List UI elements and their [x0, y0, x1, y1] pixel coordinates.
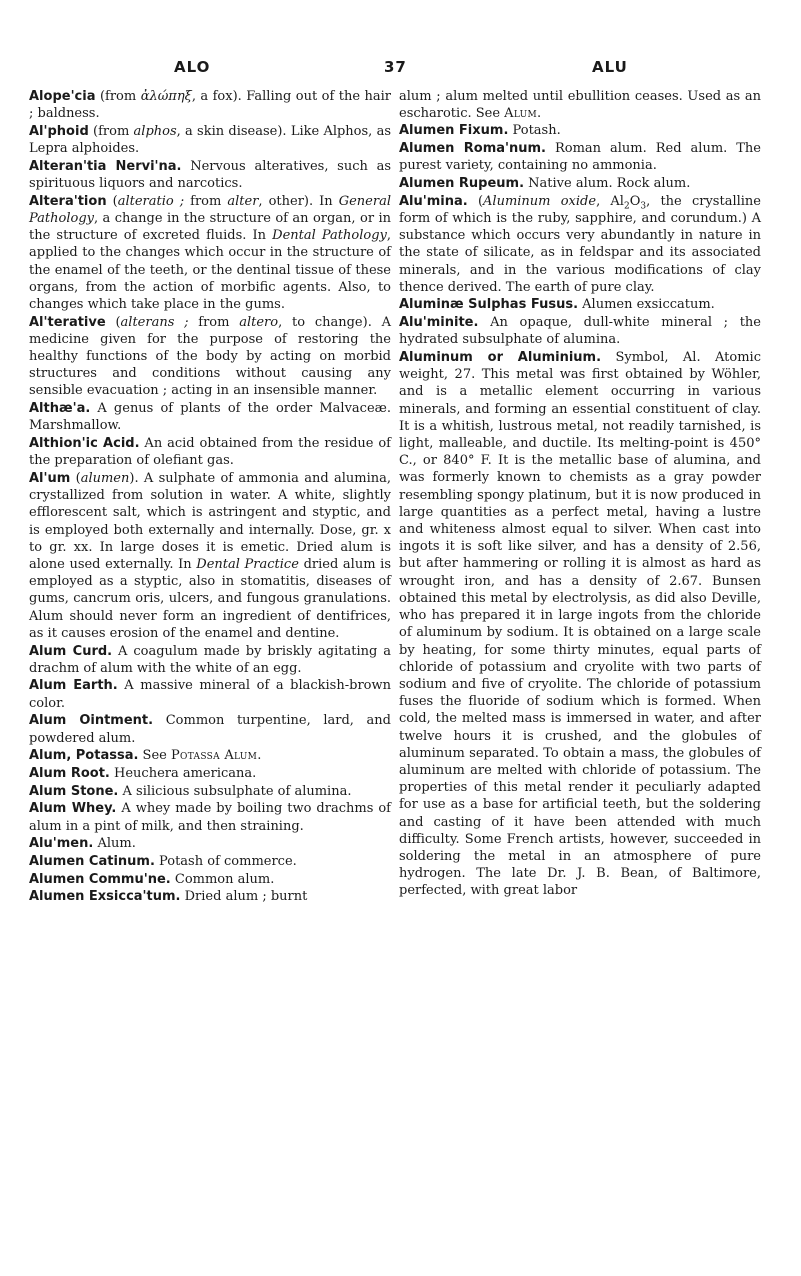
dictionary-entry: Alumen Exsicca'tum. Dried alum ; burnt [29, 889, 308, 905]
entry-term: Aluminum or Aluminium. [399, 350, 602, 366]
dictionary-entry: Althæ'a. A genus of plants of the order Malvaceæ. Marshmallow. [29, 401, 391, 434]
dictionary-entry: Alteran'tia Nervi'na. Nervous alteratives, such as spirituous liquors and narcotics. [29, 158, 392, 192]
entry-term: Al'um [29, 470, 71, 486]
dictionary-entry: Alumen Roma'num. Roman alum. Red alum. The purest variety, containing no ammonia. [399, 141, 761, 174]
entry-term: Alum Whey. [29, 801, 117, 817]
dictionary-entry: Alum Curd. A coagulum made by briskly agitating a drachm of alum with the white of an egg. [29, 643, 392, 676]
dictionary-entry: Alum Whey. A whey made by boiling two drachms of alum in a pint of milk, and then straining. [29, 801, 391, 834]
dictionary-entry: Althion'ic Acid. An acid obtained from the residue of the preparation of olefiant gas. [29, 436, 391, 469]
entry-term: Althæ'a. [29, 401, 91, 417]
entry-term: Alum Ointment. [29, 713, 154, 729]
entry-term: Alteran'tia Nervi'na. [29, 158, 182, 174]
dictionary-entry: Alu'minite. An opaque, dull-white mineral ; the hydrated subsulphate of alumina. [399, 315, 761, 348]
cross-reference: Alum [504, 106, 538, 122]
dictionary-entry: Aluminæ Sulphas Fusus. Alumen exsiccatum. [399, 297, 715, 313]
entry-term: Aluminæ Sulphas Fusus. [399, 297, 579, 313]
entry-term: Alumen Catinum. [29, 853, 155, 869]
entry-term: Al'terative [29, 314, 106, 330]
dictionary-entry: Al'um (alumen). A sulphate of ammonia and alumina, crystallized from solution in water. A white, slightly efflorescent salt, which is astringent and styptic, and is employed both externally and internally. Dose, gr. x to gr. xx. In large doses it is emetic. Dried alum is alone used externally. In Dental Practice dried alum is employed as a styptic, also in stomatitis, diseases of gums, cancrum oris, ulcers, and fungous granulations. Alum should never form an ingredient of dentifrices, as it causes erosion of the enamel and dentine. [29, 470, 391, 641]
left-column [29, 88, 391, 906]
running-header [0, 58, 801, 80]
entry-term: Alum Stone. [29, 783, 119, 799]
entry-term: Alu'minite. [399, 315, 479, 331]
entry-term: Alum Earth. [29, 678, 118, 694]
page-number: 37 [384, 58, 407, 76]
entry-term: Alum, Potassa. [29, 748, 139, 764]
header-right-guide-word: ALU [592, 58, 628, 76]
entry-term: Al'phoid [29, 123, 89, 139]
right-column [399, 88, 761, 900]
dictionary-entry: Alumen Fixum. Potash. [399, 123, 561, 139]
entry-term: Alumen Fixum. [399, 123, 509, 139]
entry-continuation: alum ; alum melted until ebullition ceases. Used as an escharotic. See Alum. [399, 89, 761, 122]
dictionary-entry: Aluminum or Aluminium. Symbol, Al. Atomic weight, 27. This metal was first obtained by Wöhler, and is a metallic element occurring in various minerals, and forming an essential constituent of clay. It is a whitish, lustrous metal, not readily tarnished, is light, malleable, and ductile. Its melting-point is 450° C., or 840° F. It is the metallic base of alumina, and was formerly known to chemists as a gray powder resembling spongy platinum, but it is now produced in large quantities as a perfect metal, having a lustre and whiteness almost equal to silver. When cast into ingots it is soft like silver, and has a density of 2.56, but after hammering or rolling it is almost as hard as wrought iron, and has a density of 2.67. Bunsen obtained this metal by electrolysis, as did also Deville, who has prepared it in large ingots from the chloride of aluminum by sodium. It is obtained on a large scale by heating, for some thirty minutes, equal parts of chloride of potassium and cryolite with two parts of sodium and five of cryolite. The chloride of potassium fuses the fluoride of sodium which is formed. When cold, the melted mass is immersed in water, and after twelve hours it is crushed, and the globules of aluminum separated. To obtain a mass, the globules of aluminum are melted with chloride of potassium. The properties of this metal render it peculiarly adapted for use as a base for artificial teeth, but the soldering and casting of it have been attended with much difficulty. Some French artists, however, succeeded in soldering the metal in an atmosphere of pure hydrogen. The late Dr. J. B. Bean, of Baltimore, perfected, with great labor [399, 350, 761, 899]
dictionary-entry: Alumen Rupeum. Native alum. Rock alum. [399, 176, 691, 192]
entry-term: Alumen Exsicca'tum. [29, 889, 181, 905]
dictionary-entry: Alum Earth. A massive mineral of a blackish-brown color. [29, 678, 391, 711]
dictionary-entry: Al'terative (alterans ; from altero, to change). A medicine given for the purpose of restoring the healthy functions of the body by acting on morbid structures and conditions without causing any sensible evacuation ; acting in an insensible manner. [29, 314, 391, 399]
dictionary-entry: Alum Ointment. Common turpentine, lard, and powdered alum. [29, 713, 392, 746]
entry-term: Alum Root. [29, 765, 110, 781]
dictionary-entry: Alum Stone. A silicious subsulphate of alumina. [29, 783, 352, 799]
header-left-guide-word: ALO [174, 58, 211, 76]
entry-term: Altera'tion [29, 193, 107, 209]
dictionary-entry: Alumen Commu'ne. Common alum. [29, 871, 275, 887]
entry-term: Alu'men. [29, 836, 94, 852]
dictionary-entry: Alu'mina. (Aluminum oxide, $Al_2O_3$, the crystalline form of which is the ruby, sapphire, and corundum.) A substance which occurs very abundantly in nature in the state of silicate, as in feldspar and its associated minerals, and in the various modifications of clay thence derived. The earth of pure clay. [399, 193, 761, 295]
dictionary-entry: Alum Root. Heuchera americana. [29, 765, 257, 781]
cross-reference: Potassa Alum [170, 748, 258, 764]
entry-term: Alumen Roma'num. [399, 141, 546, 157]
dictionary-entry: Alum, Potassa. See Potassa Alum. [29, 748, 262, 764]
entry-term: Alum Curd. [29, 643, 113, 659]
dictionary-entry: Alu'men. Alum. [29, 836, 136, 852]
dictionary-entry: Alumen Catinum. Potash of commerce. [29, 853, 297, 869]
entry-term: Alumen Rupeum. [399, 176, 525, 192]
dictionary-entry: Altera'tion (alteratio ; from alter, other). In General Pathology, a change in the structure of an organ, or in the structure of excreted fluids. In Dental Pathology, applied to the changes which occur in the structure of the enamel of the teeth, or the dentinal tissue of these organs, from the action of morbific agents. Also, to changes which take place in the gums. [29, 193, 391, 312]
entry-term: Alu'mina. [399, 193, 468, 209]
dictionary-entry: Alope'cia (from ἀλώπηξ, a fox). Falling out of the hair ; baldness. [29, 89, 391, 122]
entry-term: Althion'ic Acid. [29, 436, 140, 452]
entry-term: Alumen Commu'ne. [29, 871, 171, 887]
entry-term: Alope'cia [29, 89, 96, 104]
dictionary-entry: Al'phoid (from alphos, a skin disease). Like Alphos, as Lepra alphoides. [29, 123, 391, 157]
